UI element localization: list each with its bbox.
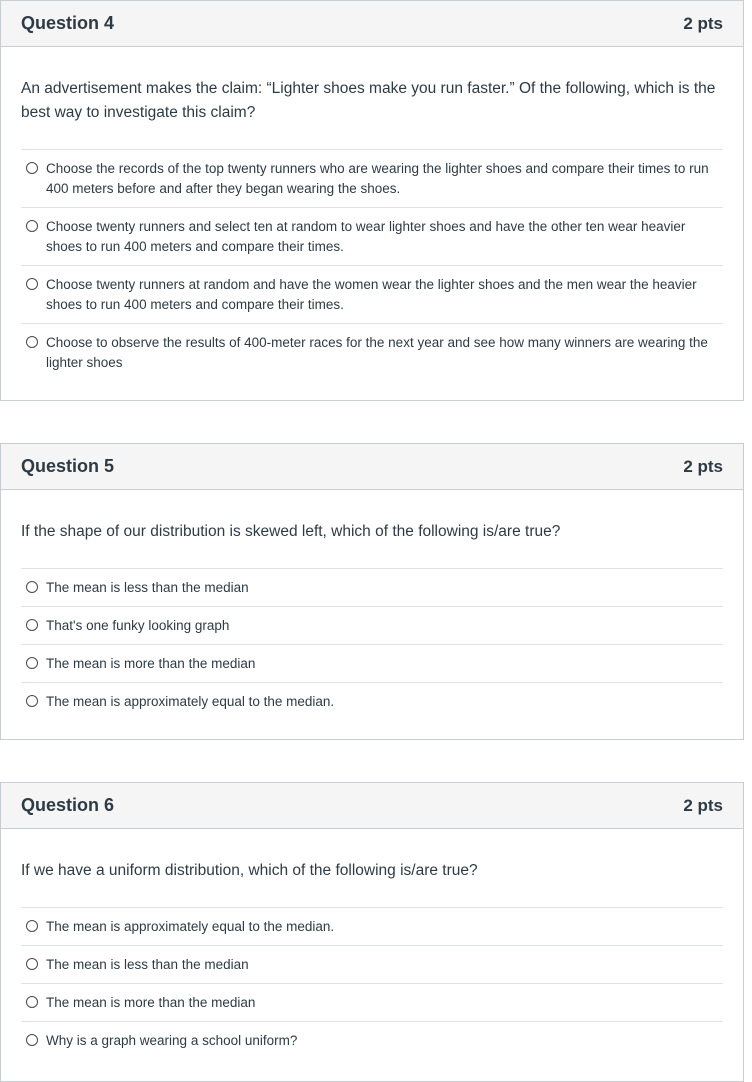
question-text: If we have a uniform distribution, which of the following is/are true?	[21, 862, 478, 879]
question-header	[1, 783, 743, 829]
answer-label: The mean is approximately equal to the median.	[46, 919, 335, 934]
answer-option[interactable]	[21, 984, 723, 1022]
question-title: Question 6	[21, 795, 115, 815]
answer-label: The mean is more than the median	[46, 656, 256, 671]
question-4	[0, 0, 744, 401]
answer-label: Choose twenty runners at random and have the women wear the lighter shoes and the men wear the heavier shoes to run 400 meters and compare their times.	[46, 277, 697, 312]
answer-label: The mean is less than the median	[46, 580, 249, 595]
radio-button[interactable]	[26, 958, 38, 970]
answer-label: Choose twenty runners and select ten at random to wear lighter shoes and have the other ten wear heavier shoes to run 400 meters and compare their times.	[46, 219, 686, 254]
answer-option[interactable]	[21, 946, 723, 984]
question-header	[1, 444, 743, 490]
question-points: 2 pts	[683, 795, 723, 815]
radio-button[interactable]	[26, 996, 38, 1008]
radio-button[interactable]	[26, 220, 38, 232]
question-5	[0, 443, 744, 740]
answer-label: Choose to observe the results of 400-meter races for the next year and see how many winners are wearing the lighter shoes	[46, 335, 708, 370]
answer-option[interactable]	[21, 150, 723, 208]
answer-label: Choose the records of the top twenty runners who are wearing the lighter shoes and compare their times to run 400 meters before and after they began wearing the shoes.	[46, 161, 709, 196]
radio-button[interactable]	[26, 657, 38, 669]
question-title: Question 4	[21, 13, 115, 33]
answer-option[interactable]	[21, 908, 723, 946]
answer-list	[21, 907, 723, 1059]
question-text: If the shape of our distribution is skewed left, which of the following is/are true?	[21, 523, 561, 540]
question-body	[1, 829, 743, 1059]
question-text: An advertisement makes the claim: “Lighter shoes make you run faster.” Of the following, which is the best way to investigate this claim?	[21, 80, 716, 121]
question-title: Question 5	[21, 456, 115, 476]
answer-list	[21, 149, 723, 381]
question-body	[1, 47, 743, 381]
answer-label: Why is a graph wearing a school uniform?	[46, 1033, 298, 1048]
answer-option[interactable]	[21, 266, 723, 324]
answer-option[interactable]	[21, 1022, 723, 1059]
radio-button[interactable]	[26, 278, 38, 290]
answer-option[interactable]	[21, 607, 723, 645]
answer-option[interactable]	[21, 208, 723, 266]
radio-button[interactable]	[26, 336, 38, 348]
question-points: 2 pts	[683, 13, 723, 33]
answer-label: That's one funky looking graph	[46, 618, 230, 633]
answer-option[interactable]	[21, 569, 723, 607]
answer-option[interactable]	[21, 683, 723, 720]
radio-button[interactable]	[26, 619, 38, 631]
radio-button[interactable]	[26, 695, 38, 707]
radio-button[interactable]	[26, 1034, 38, 1046]
answer-label: The mean is less than the median	[46, 957, 249, 972]
question-6	[0, 782, 744, 1082]
question-points: 2 pts	[683, 456, 723, 476]
answer-option[interactable]	[21, 324, 723, 381]
answer-label: The mean is more than the median	[46, 995, 256, 1010]
question-body	[1, 490, 743, 720]
answer-option[interactable]	[21, 645, 723, 683]
question-header	[1, 1, 743, 47]
radio-button[interactable]	[26, 162, 38, 174]
answer-list	[21, 568, 723, 720]
radio-button[interactable]	[26, 920, 38, 932]
radio-button[interactable]	[26, 581, 38, 593]
answer-label: The mean is approximately equal to the median.	[46, 694, 335, 709]
